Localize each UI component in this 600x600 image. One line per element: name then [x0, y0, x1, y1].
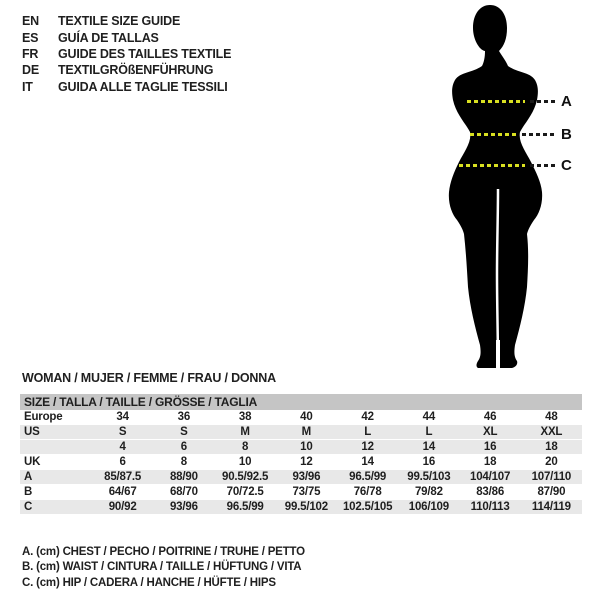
table-cell: 85/87.5 [104, 471, 142, 483]
table-cell: 96.5/99 [226, 501, 264, 513]
table-cell: 18 [545, 441, 558, 453]
table-cell: 42 [361, 411, 374, 423]
table-cell: 8 [180, 456, 187, 468]
table-cell: 110/113 [470, 501, 510, 513]
category-heading: WOMAN / MUJER / FEMME / FRAU / DONNA [22, 371, 276, 385]
table-cell: XL [482, 426, 498, 438]
table-cell: 6 [180, 441, 187, 453]
legend-line: A. (cm) CHEST / PECHO / POITRINE / TRUHE / PETTO [22, 546, 305, 558]
table-cell: 8 [242, 441, 249, 453]
table-cell: 99.5/102 [284, 501, 328, 513]
table-cell: 14 [361, 456, 374, 468]
size-table [20, 394, 582, 515]
table-cell: 73/75 [292, 486, 321, 498]
table-cell: 38 [238, 411, 252, 423]
language-row-fr [22, 46, 231, 62]
table-cell: 87/90 [537, 486, 566, 498]
table-cell: 12 [300, 456, 313, 468]
table-cell: 107/110 [531, 471, 572, 483]
woman-silhouette-image [416, 2, 576, 374]
table-cell: 10 [238, 456, 252, 468]
language-title: TEXTILGRÖßENFÜHRUNG [58, 63, 214, 78]
table-row [20, 485, 582, 500]
waist-measure-line-leader [522, 133, 557, 136]
table-cell: 102.5/105 [342, 501, 393, 513]
table-cell: 104/107 [470, 471, 511, 483]
table-cell: 46 [483, 411, 497, 423]
table-row [20, 410, 582, 425]
table-cell: 90/92 [108, 501, 137, 513]
chest-measure-label: A [561, 93, 572, 110]
size-table-body [20, 410, 582, 515]
language-title: GUIDA ALLE TAGLIE TESSILI [58, 79, 228, 94]
table-cell: XXL [540, 426, 563, 438]
table-cell: S [118, 426, 127, 438]
waist-measure-line-body [470, 133, 518, 136]
table-cell: 83/86 [476, 486, 505, 498]
table-row [20, 425, 582, 440]
chest-measure-line-leader [530, 100, 557, 103]
language-code: ES [22, 30, 39, 45]
table-cell: 40 [300, 411, 313, 423]
table-row-label [20, 440, 92, 454]
table-cell: M [301, 426, 312, 438]
language-row-es [22, 29, 231, 45]
table-cell: 68/70 [169, 486, 198, 498]
table-row-label: C [24, 501, 33, 513]
language-row-de [22, 62, 231, 78]
table-cell: 88/90 [169, 471, 198, 483]
table-row-label: Europe [24, 411, 63, 423]
legend-line: C. (cm) HIP / CADERA / HANCHE / HÜFTE / HIPS [22, 576, 276, 589]
table-row-label: US [24, 426, 40, 438]
table-cell: 48 [545, 411, 558, 423]
language-code: EN [22, 14, 39, 29]
table-row-label: A [24, 471, 33, 483]
language-row-it [22, 79, 231, 95]
table-cell: 12 [361, 441, 374, 453]
measure-legend [22, 545, 305, 591]
table-cell: 20 [545, 456, 558, 468]
language-title: TEXTILE SIZE GUIDE [58, 14, 181, 29]
language-code: FR [22, 46, 39, 61]
hip-measure-line-leader [530, 164, 557, 167]
language-title: GUÍA DE TALLAS [58, 30, 159, 45]
table-cell: 44 [422, 411, 436, 423]
table-cell: 93/96 [169, 501, 198, 513]
table-row [20, 455, 582, 470]
hip-measure-line-body [459, 164, 525, 167]
table-cell: 18 [483, 456, 497, 468]
table-cell: 76/78 [353, 486, 382, 498]
language-row-en [22, 13, 231, 29]
table-cell: 106/109 [408, 501, 449, 513]
table-cell: 4 [119, 441, 126, 453]
table-cell: 6 [119, 456, 126, 468]
table-cell: 10 [300, 441, 313, 453]
table-cell: 79/82 [414, 486, 443, 498]
table-cell: 16 [483, 441, 497, 453]
table-cell: L [364, 426, 372, 438]
table-cell: 96.5/99 [349, 471, 387, 483]
table-cell: 70/72.5 [226, 486, 264, 498]
table-row-label: UK [24, 456, 41, 468]
table-cell: 99.5/103 [407, 471, 451, 483]
table-row [20, 470, 582, 485]
table-cell: 114/119 [531, 501, 571, 513]
table-cell: L [425, 426, 433, 438]
table-row [20, 440, 582, 455]
legend-line: B. (cm) WAIST / CINTURA / TAILLE / HÜFTUNG / VITA [22, 561, 302, 574]
table-cell: 90.5/92.5 [222, 471, 269, 483]
chest-measure-line-body [467, 100, 525, 103]
table-cell: 64/67 [108, 486, 137, 498]
table-cell: 93/96 [292, 471, 321, 483]
table-cell: S [180, 426, 188, 438]
table-cell: 36 [177, 411, 191, 423]
table-cell: M [240, 426, 250, 438]
table-cell: 16 [422, 456, 436, 468]
language-code: IT [22, 79, 33, 94]
language-title: GUIDE DES TAILLES TEXTILE [58, 46, 232, 61]
table-row [20, 500, 582, 515]
table-cell: 34 [116, 411, 129, 423]
table-cell: 14 [422, 441, 436, 453]
language-code: DE [22, 63, 39, 78]
size-table-header: SIZE / TALLA / TAILLE / GRÖSSE / TAGLIA [20, 394, 582, 410]
waist-measure-label: B [561, 126, 572, 143]
table-row-label: B [24, 486, 33, 498]
hip-measure-label: C [561, 157, 572, 174]
language-list [22, 13, 231, 95]
